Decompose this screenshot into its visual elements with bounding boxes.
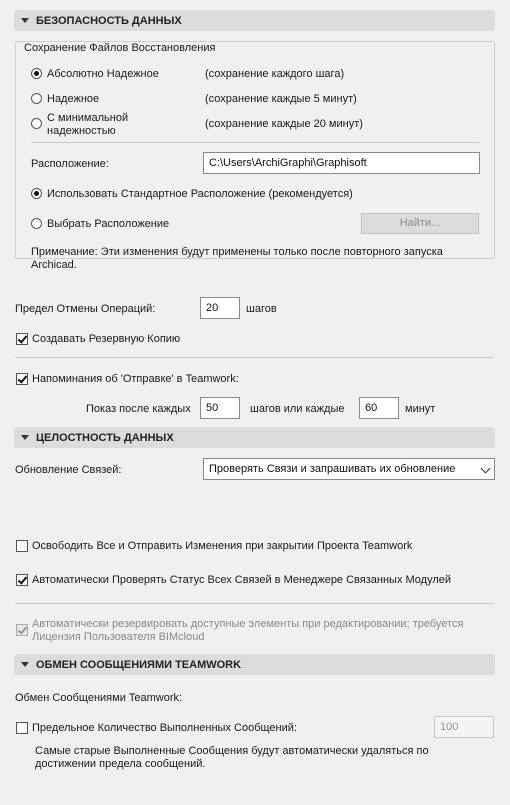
- or-every-label: шагов или каждые: [250, 403, 345, 415]
- chevron-down-icon: [481, 464, 491, 474]
- auto-check-links-checkbox[interactable]: [16, 574, 28, 586]
- minutes-unit: минут: [405, 403, 436, 415]
- undo-limit-unit: шагов: [246, 303, 277, 315]
- use-default-location-label: Использовать Стандартное Расположение (рекомендуется): [47, 188, 353, 200]
- messaging-note: Самые старые Выполненные Сообщения будут автоматически удаляться по достижении предела сообщений.: [35, 745, 429, 770]
- mode-desc-minimal: (сохранение каждые 20 минут): [205, 118, 363, 130]
- auto-reserve-checkbox[interactable]: [16, 624, 28, 636]
- mode-label-absolute: Абсолютно Надежное: [47, 68, 159, 80]
- teamwork-reminder-label: Напоминания об 'Отправке' в Teamwork:: [32, 373, 239, 385]
- radio-choose-location[interactable]: [31, 218, 42, 229]
- mode-desc-absolute: (сохранение каждого шага): [205, 68, 345, 80]
- recovery-group-title: Сохранение Файлов Восстановления: [24, 42, 216, 54]
- collapse-triangle-icon: [21, 18, 29, 23]
- undo-limit-label: Предел Отмены Операций:: [15, 303, 156, 315]
- radio-absolute-safe[interactable]: [31, 68, 42, 79]
- links-update-value: Проверять Связи и запрашивать их обновление: [209, 463, 456, 475]
- auto-reserve-label: Автоматически резервировать доступные элементы при редактировании; требуется Лицензия Пользователя BIMcloud: [32, 618, 464, 643]
- mode-label-safe: Надежное: [47, 93, 100, 105]
- max-messages-checkbox[interactable]: [16, 722, 28, 734]
- mode-desc-safe: (сохранение каждые 5 минут): [205, 93, 357, 105]
- mode-label-minimal: С минимальной надежностью: [47, 112, 129, 137]
- location-label: Расположение:: [31, 158, 109, 170]
- max-messages-input[interactable]: 100: [434, 716, 494, 738]
- collapse-triangle-icon: [21, 435, 29, 440]
- collapse-triangle-icon: [21, 662, 29, 667]
- radio-minimal[interactable]: [31, 118, 42, 129]
- show-after-label: Показ после каждых: [86, 403, 191, 415]
- release-all-checkbox[interactable]: [16, 540, 28, 552]
- divider: [15, 603, 494, 604]
- undo-limit-input[interactable]: 20: [200, 297, 240, 319]
- section-header-teamwork-messaging[interactable]: [14, 654, 495, 675]
- section-header-data-safety[interactable]: [14, 10, 495, 31]
- section-title: ОБМЕН СООБЩЕНИЯМИ TEAMWORK: [36, 658, 242, 671]
- section-title: ЦЕЛОСТНОСТЬ ДАННЫХ: [36, 431, 174, 444]
- reminder-steps-input[interactable]: 50: [200, 397, 240, 419]
- auto-check-links-label: Автоматически Проверять Статус Всех Связей в Менеджере Связанных Модулей: [32, 574, 452, 586]
- section-header-data-integrity[interactable]: [14, 427, 495, 448]
- browse-button[interactable]: Найти...: [361, 213, 479, 234]
- divider: [15, 357, 494, 358]
- reminder-minutes-input[interactable]: 60: [359, 397, 399, 419]
- links-update-select[interactable]: [203, 458, 495, 480]
- restart-note: Примечание: Эти изменения будут применены только после повторного запуска Archicad.: [31, 246, 443, 271]
- teamwork-reminder-checkbox[interactable]: [16, 373, 28, 385]
- links-update-label: Обновление Связей:: [15, 464, 122, 476]
- section-title: БЕЗОПАСНОСТЬ ДАННЫХ: [36, 14, 182, 27]
- messaging-title: Обмен Сообщениями Teamwork:: [15, 692, 183, 704]
- choose-location-label: Выбрать Расположение: [47, 218, 170, 230]
- release-all-label: Освободить Все и Отправить Изменения при закрытии Проекта Teamwork: [32, 540, 413, 552]
- radio-use-default-location[interactable]: [31, 188, 42, 199]
- radio-safe[interactable]: [31, 93, 42, 104]
- divider: [31, 142, 479, 143]
- location-field[interactable]: C:\Users\ArchiGraphi\Graphisoft: [203, 152, 480, 174]
- max-messages-label: Предельное Количество Выполненных Сообщений:: [32, 722, 297, 734]
- backup-label: Создавать Резервную Копию: [32, 333, 181, 345]
- backup-checkbox[interactable]: [16, 333, 28, 345]
